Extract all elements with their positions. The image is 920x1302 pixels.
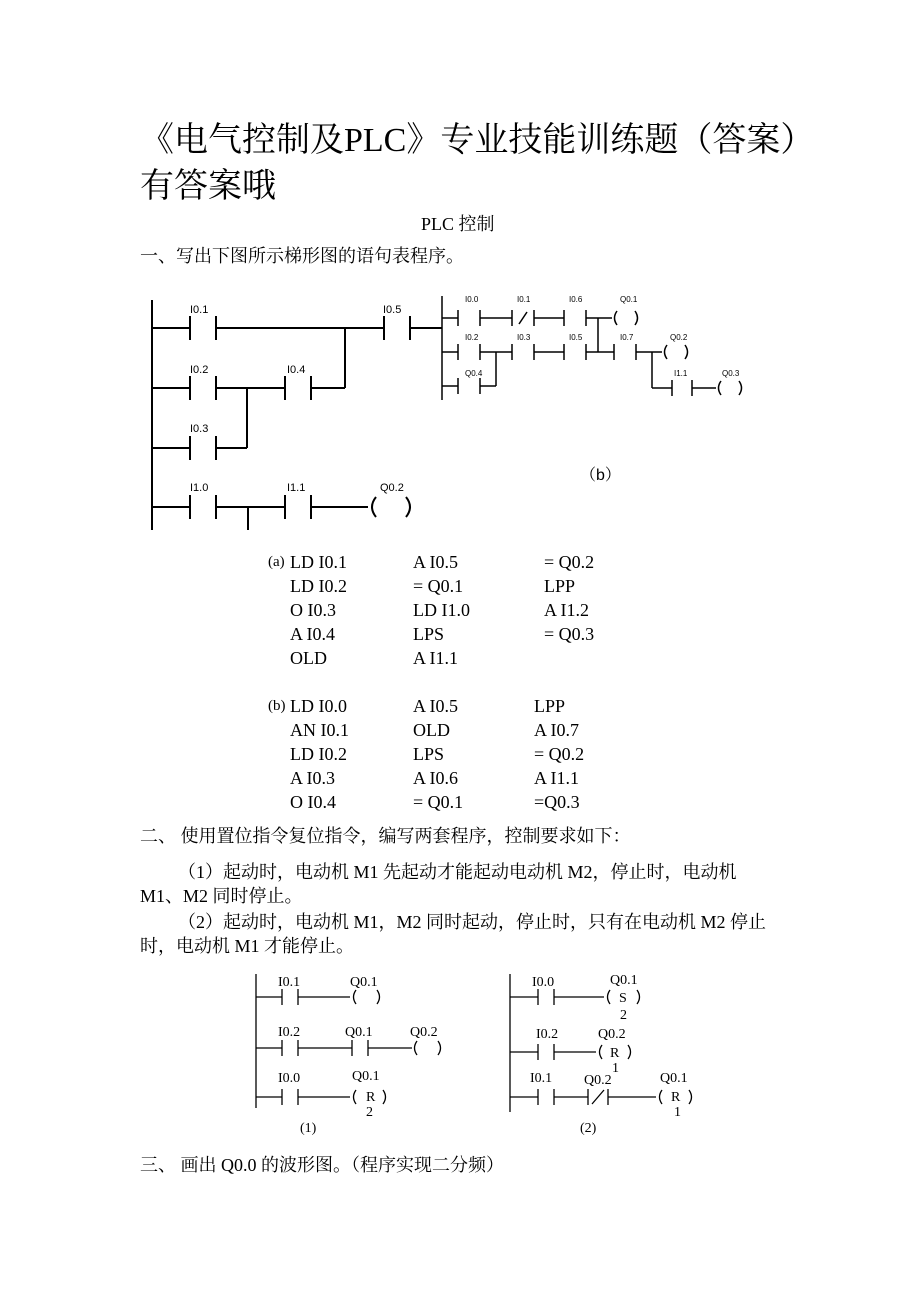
- ladder-diagram-12: [0, 960, 920, 1140]
- code-line: A I0.4: [290, 624, 335, 644]
- contact-label: I0.0: [278, 1071, 301, 1086]
- contact-label: I0.6: [569, 295, 583, 304]
- contact-label: I0.5: [569, 333, 583, 342]
- contact-label: I0.2: [536, 1027, 559, 1042]
- coil-count: 2: [366, 1105, 373, 1120]
- page-title-line2: 有答案哦: [140, 168, 276, 205]
- code-line: LPP: [534, 696, 566, 716]
- contact-label: I0.1: [190, 304, 209, 316]
- coil-label: Q0.2: [410, 1025, 438, 1040]
- diagram-2-caption: (2): [580, 1121, 597, 1136]
- contact-label: I0.3: [517, 333, 531, 342]
- contact-label: I1.0: [190, 482, 209, 494]
- contact-label: I0.1: [278, 975, 301, 990]
- q2-paragraph: 时，电动机 M1 才能停止。: [140, 936, 355, 956]
- contact-label: I1.1: [287, 482, 306, 494]
- coil-label: Q0.1: [660, 1071, 688, 1086]
- coil-label: Q0.2: [380, 482, 404, 494]
- coil-count: 1: [674, 1105, 681, 1120]
- contact-label: I0.2: [278, 1025, 301, 1040]
- contact-label: I0.2: [465, 333, 479, 342]
- contact-label: I0.0: [465, 295, 479, 304]
- question-3: 三、 画出 Q0.0 的波形图。（程序实现二分频）: [140, 1155, 504, 1175]
- coil-label: Q0.1: [352, 1069, 380, 1084]
- answer-a-prefix: (a): [268, 554, 285, 570]
- code-line: LPP: [544, 576, 576, 596]
- code-line: A I0.5: [413, 552, 458, 572]
- code-line: = Q0.2: [534, 744, 585, 764]
- diagram-1-caption: (1): [300, 1121, 317, 1136]
- contact-label: I0.1: [517, 295, 531, 304]
- contact-label: Q0.4: [465, 369, 483, 378]
- contact-label: I0.7: [620, 333, 634, 342]
- coil-label: Q0.2: [670, 333, 688, 342]
- coil-letter: R: [366, 1090, 376, 1105]
- code-line: LD I0.0: [290, 696, 347, 716]
- code-line: A I0.7: [534, 720, 579, 740]
- code-line: OLD: [290, 648, 327, 668]
- code-line: = Q0.1: [413, 576, 464, 596]
- q2-paragraph: M1、M2 同时停止。: [140, 886, 303, 906]
- coil-label: Q0.3: [722, 369, 740, 378]
- code-line: A I1.2: [544, 600, 589, 620]
- code-line: = Q0.2: [544, 552, 595, 572]
- code-line: OLD: [413, 720, 450, 740]
- code-line: LD I0.2: [290, 576, 347, 596]
- code-line: =Q0.3: [534, 792, 580, 812]
- code-line: A I0.3: [290, 768, 335, 788]
- contact-label: I0.1: [530, 1071, 553, 1086]
- coil-count: 2: [620, 1008, 627, 1023]
- code-line: LD I0.1: [290, 552, 347, 572]
- code-line: AN I0.1: [290, 720, 349, 740]
- section-heading: PLC 控制: [421, 214, 495, 234]
- question-1: 一、写出下图所示梯形图的语句表程序。: [140, 246, 464, 266]
- coil-letter: R: [610, 1046, 620, 1061]
- coil-label: Q0.1: [350, 975, 378, 990]
- code-line: = Q0.3: [544, 624, 595, 644]
- contact-label: I0.3: [190, 423, 209, 435]
- code-line: A I1.1: [534, 768, 579, 788]
- code-line: LD I0.2: [290, 744, 347, 764]
- code-line: O I0.3: [290, 600, 336, 620]
- contact-label: Q0.1: [345, 1025, 373, 1040]
- coil-letter: S: [619, 991, 627, 1006]
- coil-letter: R: [671, 1090, 681, 1105]
- code-line: O I0.4: [290, 792, 336, 812]
- diagram-b-caption: （b）: [580, 467, 621, 484]
- contact-label: I0.2: [190, 364, 209, 376]
- code-line: LPS: [413, 624, 445, 644]
- contact-label: I0.4: [287, 364, 306, 376]
- coil-label: Q0.1: [620, 295, 638, 304]
- code-line: = Q0.1: [413, 792, 464, 812]
- code-line: LPS: [413, 744, 445, 764]
- page-title: 《电气控制及PLC》专业技能训练题（答案）: [140, 122, 815, 159]
- q2-paragraph: （2）起动时，电动机 M1，M2 同时起动，停止时，只有在电动机 M2 停止: [178, 912, 767, 932]
- ladder-diagram-ab: [0, 0, 920, 540]
- contact-label: I0.0: [532, 975, 555, 990]
- contact-label: Q0.2: [584, 1073, 612, 1088]
- question-2: 二、 使用置位指令复位指令，编写两套程序，控制要求如下：: [140, 826, 631, 846]
- answer-b-prefix: (b): [268, 698, 286, 714]
- code-line: A I0.6: [413, 768, 458, 788]
- coil-count: 1: [612, 1061, 619, 1076]
- contact-label: I0.5: [383, 304, 402, 316]
- code-line: LD I1.0: [413, 600, 470, 620]
- contact-label: I1.1: [674, 369, 688, 378]
- code-line: A I1.1: [413, 648, 458, 668]
- coil-label: Q0.2: [598, 1027, 626, 1042]
- coil-label: Q0.1: [610, 973, 638, 988]
- code-line: A I0.5: [413, 696, 458, 716]
- q2-paragraph: （1）起动时，电动机 M1 先起动才能起动电动机 M2，停止时，电动机: [178, 862, 737, 882]
